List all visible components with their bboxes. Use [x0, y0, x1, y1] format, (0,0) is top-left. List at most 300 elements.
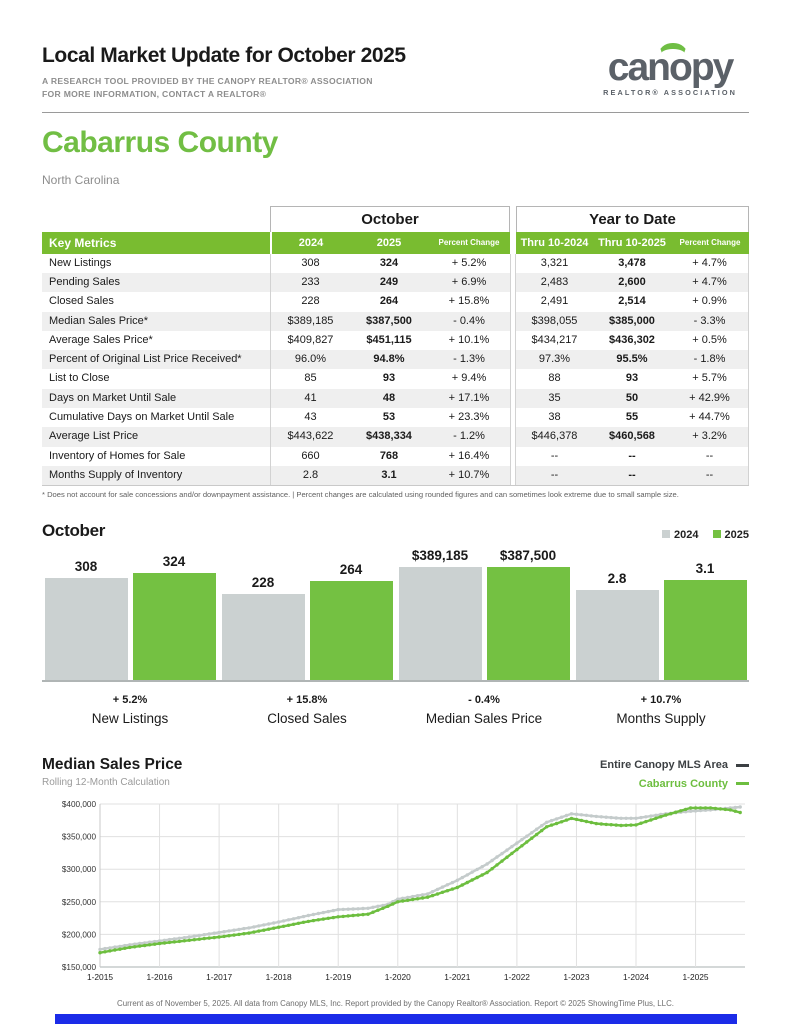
mls-area-line-marker [535, 828, 538, 831]
cabarrus-line-marker [247, 932, 250, 935]
mls-area-line-marker [490, 859, 493, 862]
mls-area-line-marker [515, 842, 518, 845]
oct-2024-cell: 308 [270, 254, 350, 273]
oct-2024-cell: 660 [270, 447, 350, 466]
bar-value-label: 2.8 [607, 571, 627, 587]
mls-area-line-marker [208, 932, 211, 935]
cabarrus-line-marker [267, 928, 270, 931]
bar-pct-change: - 0.4% [468, 694, 500, 707]
cabarrus-line-marker [163, 941, 166, 944]
cabarrus-line-marker [451, 888, 454, 891]
x-tick-label: 1-2022 [503, 972, 530, 983]
cabarrus-line-marker [500, 860, 503, 863]
cabarrus-line-marker [615, 824, 618, 827]
cabarrus-line-marker [530, 837, 533, 840]
x-tick-label: 1-2023 [563, 972, 590, 983]
mls-area-line-marker [426, 892, 429, 895]
cabarrus-line-marker [659, 815, 662, 818]
mls-area-line-marker [476, 868, 479, 871]
bar-pct-change: + 5.2% [112, 694, 148, 707]
cabarrus-line-marker [634, 823, 637, 826]
mls-area-line-marker [327, 910, 330, 913]
oct-2024-cell: 85 [270, 369, 350, 388]
cabarrus-line-marker [203, 937, 206, 940]
mls-area-line-marker [262, 923, 265, 926]
mls-area-line-marker [113, 946, 116, 949]
ytd-2025-cell: 55 [625, 411, 639, 423]
mls-area-line-marker [183, 936, 186, 939]
bar-2025 [310, 581, 393, 680]
cabarrus-line-marker [143, 944, 146, 947]
cabarrus-line-marker [674, 811, 677, 814]
header-divider [42, 112, 749, 113]
oct-2025-cell: $438,334 [350, 427, 428, 446]
oct-2025-cell: 324 [379, 256, 399, 269]
oct-2024-cell: $409,827 [270, 331, 350, 350]
mls-area-line-marker [213, 932, 216, 935]
metric-name-cell: Inventory of Homes for Sale [49, 449, 186, 462]
bottom-blue-bar [55, 1014, 737, 1024]
mls-area-line-marker [178, 937, 181, 940]
median-price-line-section [42, 756, 749, 995]
mls-area-line-marker [247, 926, 250, 929]
cabarrus-line-marker [272, 927, 275, 930]
mls-area-line-marker [173, 937, 176, 940]
mls-area-line-marker [619, 817, 622, 820]
header-text-block [42, 44, 406, 102]
mls-area-line-marker [525, 835, 528, 838]
cabarrus-line-marker [337, 915, 340, 918]
cabarrus-line-marker [550, 824, 553, 827]
mls-area-line-marker [411, 895, 414, 898]
y-tick-label: $250,000 [61, 897, 96, 907]
mls-area-line-marker [237, 928, 240, 931]
bar-pct-change: + 10.7% [640, 694, 682, 707]
table-row [42, 273, 749, 292]
cabarrus-line-marker [133, 945, 136, 948]
ytd-pct-change-cell: + 4.7% [671, 254, 749, 273]
bar-chart-labels [42, 682, 749, 726]
ytd-2025-cell: 95.5% [593, 350, 671, 369]
bar-group-median-sales-price [398, 547, 570, 680]
header-subtitle-line2: FOR MORE INFORMATION, CONTACT A REALTOR® [42, 89, 267, 100]
cabarrus-line-marker [113, 948, 116, 951]
ytd-pct-change-cell: + 5.7% [671, 369, 749, 388]
col-header-2025: 2025 [350, 232, 428, 254]
mls-area-line-marker [307, 914, 310, 917]
cabarrus-line-marker [560, 820, 563, 823]
cabarrus-line-marker [684, 808, 687, 811]
cabarrus-line-marker [252, 931, 255, 934]
canopy-logo-word: canopy [607, 46, 733, 89]
cabarrus-line-marker [461, 883, 464, 886]
cabarrus-line-marker [376, 909, 379, 912]
table-group-header-row [42, 206, 749, 232]
cabarrus-line-marker [193, 938, 196, 941]
cabarrus-line-marker [466, 881, 469, 884]
cabarrus-line-marker [257, 930, 260, 933]
oct-2025-cell: 249 [350, 273, 428, 292]
cabarrus-line-marker [232, 934, 235, 937]
cabarrus-line-marker [639, 822, 642, 825]
table-row [42, 254, 749, 273]
line-legend-item: Entire Canopy MLS Area [600, 756, 749, 775]
oct-2025-cell: 3.1 [350, 466, 428, 485]
x-tick-label: 1-2020 [384, 972, 411, 983]
cabarrus-line-marker [729, 808, 732, 811]
cabarrus-line-marker [476, 876, 479, 879]
metric-name-cell: Days on Market Until Sale [42, 389, 270, 408]
mls-area-line-marker [376, 905, 379, 908]
mls-area-line-marker [371, 906, 374, 909]
cabarrus-line-marker [441, 891, 444, 894]
report-header [0, 0, 791, 102]
oct-2025-cell: 93 [382, 372, 396, 385]
mls-area-line-marker [639, 816, 642, 819]
mls-area-line-marker [337, 908, 340, 911]
bar-category-label: Median Sales Price [425, 711, 543, 727]
mls-area-line-marker [108, 946, 111, 949]
ytd-2024-cell: 35 [516, 389, 593, 408]
mls-area-line-marker [342, 908, 345, 911]
cabarrus-line-marker [208, 937, 211, 940]
mls-area-line-marker [347, 908, 350, 911]
cabarrus-line-marker [227, 934, 230, 937]
cabarrus-line-marker [213, 936, 216, 939]
mls-area-line-marker [694, 809, 697, 812]
cabarrus-line-marker [168, 941, 171, 944]
cabarrus-line-marker [605, 823, 608, 826]
oct-pct-change-cell: - 0.4% [428, 312, 510, 331]
cabarrus-line-marker [128, 946, 131, 949]
cabarrus-line-marker [664, 814, 667, 817]
oct-pct-change-cell: + 10.1% [448, 333, 490, 346]
mls-area-line-marker [689, 810, 692, 813]
bar-category-label: New Listings [91, 711, 169, 727]
ytd-pct-change-cell: -- [671, 447, 749, 466]
x-tick-label: 1-2018 [265, 972, 292, 983]
mls-area-line [100, 807, 740, 949]
x-tick-label: 1-2017 [206, 972, 233, 983]
ytd-pct-change-cell: + 42.9% [671, 389, 749, 408]
cabarrus-line-marker [356, 914, 359, 917]
mls-area-line-marker [421, 893, 424, 896]
cabarrus-line-marker [297, 922, 300, 925]
bar-group-new-listings [44, 547, 216, 680]
mls-area-line-marker [590, 814, 593, 817]
cabarrus-line-marker [416, 897, 419, 900]
cabarrus-line-marker [317, 918, 320, 921]
cabarrus-line-marker [351, 914, 354, 917]
mls-area-line-marker [292, 917, 295, 920]
mls-area-line-marker [580, 813, 583, 816]
cabarrus-line-marker [535, 833, 538, 836]
mls-area-line-marker [520, 838, 523, 841]
cabarrus-line-marker [525, 840, 528, 843]
cabarrus-line-marker [709, 806, 712, 809]
ytd-2024-cell: 2,491 [540, 295, 569, 308]
cabarrus-line-marker [734, 810, 737, 813]
table-column-header-row [42, 232, 749, 254]
ytd-2025-cell: 93 [625, 372, 639, 385]
bar-value-label: 308 [74, 559, 98, 575]
oct-2024-cell: 96.0% [270, 350, 350, 369]
mls-area-line-marker [624, 817, 627, 820]
oct-pct-change-cell: + 17.1% [428, 389, 510, 408]
mls-area-line-marker [560, 816, 563, 819]
ytd-2024-cell: -- [516, 466, 593, 485]
mls-area-line-marker [510, 845, 513, 848]
table-footnote: * Does not account for sale concessions and/or downpayment assistance. | Percent changes are calculated using rounded figures and can sometimes look extreme due to small sample size. [42, 490, 679, 500]
cabarrus-line-marker [495, 863, 498, 866]
mls-area-line-marker [297, 916, 300, 919]
cabarrus-line-marker [148, 943, 151, 946]
bar-chart [42, 547, 749, 682]
oct-pct-change-cell: + 5.2% [451, 256, 487, 269]
cabarrus-line-marker [158, 942, 161, 945]
oct-pct-change-cell: + 10.7% [428, 466, 510, 485]
cabarrus-line-marker [629, 824, 632, 827]
cabarrus-line-marker [436, 892, 439, 895]
oct-2025-cell: $451,115 [366, 333, 412, 346]
oct-2025-cell: $387,500 [350, 312, 428, 331]
cabarrus-line-marker [739, 811, 742, 814]
bar-2025 [664, 580, 747, 680]
col-header-2024: 2024 [270, 232, 350, 254]
y-tick-label: $200,000 [61, 930, 96, 940]
mls-area-line-marker [634, 817, 637, 820]
bar-value-label: 3.1 [695, 561, 715, 577]
mls-area-line-marker [222, 930, 225, 933]
mls-area-line-marker [629, 817, 632, 820]
table-row [42, 331, 749, 350]
mls-area-line-marker [98, 948, 101, 951]
mls-area-line-marker [505, 849, 508, 852]
mls-area-line-marker [654, 814, 657, 817]
mls-area-line-marker [456, 879, 459, 882]
cabarrus-line-marker [510, 852, 513, 855]
bar-2025 [487, 567, 570, 680]
mls-area-line-marker [267, 922, 270, 925]
line-chart-legend [600, 756, 749, 793]
cabarrus-line-marker [118, 948, 121, 951]
table-row [42, 427, 749, 446]
cabarrus-line-marker [178, 940, 181, 943]
mls-area-line-marker [649, 815, 652, 818]
cabarrus-line-marker [401, 899, 404, 902]
table-row [42, 408, 749, 427]
cabarrus-line-marker [485, 871, 488, 874]
oct-2024-cell: 233 [270, 273, 350, 292]
cabarrus-line-marker [610, 823, 613, 826]
bar-2024 [45, 578, 128, 680]
x-tick-label: 1-2015 [86, 972, 114, 983]
legend-item-2024: 2024 [662, 529, 698, 541]
y-tick-label: $400,000 [61, 800, 96, 810]
cabarrus-line-marker [327, 917, 330, 920]
oct-2024-cell: 228 [270, 292, 350, 311]
mls-area-line-marker [734, 806, 737, 809]
bar-group-closed-sales [221, 547, 393, 680]
oct-2024-cell: 43 [270, 408, 350, 427]
ytd-2024-cell: -- [550, 449, 559, 462]
ytd-pct-change-cell: - 1.8% [671, 350, 749, 369]
mls-area-line-marker [495, 855, 498, 858]
ytd-pct-change-cell: + 44.7% [671, 408, 749, 427]
oct-pct-change-cell: + 6.9% [428, 273, 510, 292]
key-metrics-label: Key Metrics [42, 232, 270, 254]
cabarrus-line-marker [580, 819, 583, 822]
cabarrus-line-marker [694, 806, 697, 809]
cabarrus-line-marker [361, 913, 364, 916]
cabarrus-line-marker [103, 950, 106, 953]
bar-value-label: 264 [339, 562, 363, 578]
metric-name-cell: Pending Sales [42, 273, 270, 292]
mls-area-line-marker [416, 894, 419, 897]
ytd-pct-change-cell: + 0.5% [671, 331, 749, 350]
table-body [42, 254, 749, 486]
october-bar-chart-section [42, 521, 749, 726]
cabarrus-line-marker [396, 900, 399, 903]
cabarrus-line-marker [386, 905, 389, 908]
col-header-oct-pct: Percent Change [428, 232, 510, 254]
header-subtitle-line1: A RESEARCH TOOL PROVIDED BY THE CANOPY REALTOR® ASSOCIATION [42, 76, 373, 86]
bar-group-months-supply [575, 547, 747, 680]
mls-area-line-marker [287, 918, 290, 921]
oct-2025-cell: 94.8% [350, 350, 428, 369]
cabarrus-line-marker [719, 807, 722, 810]
cabarrus-line-marker [98, 951, 101, 954]
line-chart-title: Median Sales Price [42, 756, 183, 774]
ytd-2024-cell: 88 [548, 372, 561, 385]
mls-area-line-marker [461, 876, 464, 879]
cabarrus-line-marker [173, 940, 176, 943]
ytd-pct-change-cell: + 4.7% [671, 273, 749, 292]
x-tick-label: 1-2025 [682, 972, 709, 983]
mls-area-line-marker [565, 814, 568, 817]
mls-area-line-marker [466, 873, 469, 876]
metric-name-cell: Average Sales Price* [49, 333, 153, 346]
canopy-arc-icon [658, 43, 687, 61]
cabarrus-line-marker [153, 943, 156, 946]
cabarrus-line-marker [292, 923, 295, 926]
cabarrus-line-marker [282, 925, 285, 928]
bar-value-label: $389,185 [411, 548, 469, 564]
ytd-pct-change-cell: + 0.9% [671, 292, 749, 311]
report-footer: Current as of November 5, 2025. All data from Canopy MLS, Inc. Report provided by the Canopy Realtor® Association. Report © 2025 ShowingTime Plus, LLC. [117, 999, 674, 1009]
oct-2025-cell: 264 [379, 295, 399, 308]
col-header-thru-2024: Thru 10-2024 [516, 232, 593, 254]
mls-area-line-marker [242, 927, 245, 930]
x-tick-label: 1-2024 [622, 972, 650, 983]
ytd-2024-cell: $398,055 [516, 312, 593, 331]
cabarrus-line-marker [540, 829, 543, 832]
cabarrus-line-marker [198, 938, 201, 941]
table-row [42, 350, 749, 369]
mls-area-line-marker [485, 862, 488, 865]
mls-area-line-marker [451, 881, 454, 884]
oct-2025-cell: 768 [379, 449, 399, 462]
table-row [42, 369, 749, 388]
legend-item-2025: 2025 [713, 529, 749, 541]
ytd-group-header: Year to Date [516, 206, 749, 233]
mls-area-line-marker [540, 824, 543, 827]
mls-area-line-marker [600, 815, 603, 818]
cabarrus-line-marker [312, 919, 315, 922]
cabarrus-line-marker [724, 808, 727, 811]
mls-area-line-marker [436, 888, 439, 891]
cabarrus-line-marker [277, 926, 280, 929]
mls-area-line-marker [203, 933, 206, 936]
x-tick-label: 1-2021 [444, 972, 471, 983]
mls-area-line-marker [575, 813, 578, 816]
oct-pct-change-cell: + 9.4% [451, 372, 487, 385]
mls-area-line-marker [312, 913, 315, 916]
mls-area-line-marker [530, 831, 533, 834]
mls-area-line-marker [193, 935, 196, 938]
table-bottom-border [42, 485, 749, 486]
ytd-2025-cell: -- [593, 466, 671, 485]
bar-category-label: Months Supply [616, 711, 706, 727]
cabarrus-line-marker [446, 889, 449, 892]
mls-area-line-marker [198, 934, 201, 937]
state-label: North Carolina [42, 172, 120, 187]
cabarrus-line-marker [431, 894, 434, 897]
mls-area-line-marker [441, 886, 444, 889]
cabarrus-line-marker [520, 844, 523, 847]
cabarrus-line-marker [237, 933, 240, 936]
mls-area-line-marker [351, 907, 354, 910]
page-title: Local Market Update for October 2025 [42, 44, 406, 67]
cabarrus-line-marker [426, 896, 429, 899]
october-group-header: October [270, 206, 510, 233]
cabarrus-line-marker [600, 822, 603, 825]
metric-name-cell: Months Supply of Inventory [42, 466, 270, 485]
cabarrus-line-marker [287, 924, 290, 927]
line-chart-subtitle: Rolling 12-Month Calculation [42, 777, 170, 789]
bar-chart-title: October [42, 521, 106, 541]
mls-area-line-marker [227, 929, 230, 932]
cabarrus-line-marker [262, 929, 265, 932]
metric-name-cell: Percent of Original List Price Received* [42, 350, 270, 369]
cabarrus-line-marker [585, 820, 588, 823]
cabarrus-line-marker [590, 821, 593, 824]
oct-pct-change-cell: - 1.3% [428, 350, 510, 369]
mls-area-line-marker [317, 912, 320, 915]
bar-value-label: $387,500 [499, 548, 557, 564]
oct-2025-cell: 48 [350, 389, 428, 408]
cabarrus-line-marker [302, 921, 305, 924]
mls-area-line-marker [471, 871, 474, 874]
cabarrus-line-marker [242, 932, 245, 935]
line-legend-item: Cabarrus County [600, 775, 749, 794]
mls-area-line-marker [361, 907, 364, 910]
x-tick-label: 1-2019 [325, 972, 352, 983]
col-header-ytd-pct: Percent Change [671, 232, 749, 254]
metric-name-cell: Median Sales Price* [42, 312, 270, 331]
cabarrus-line-marker [322, 918, 325, 921]
bar-pct-change: + 15.8% [286, 694, 328, 707]
region-title: Cabarrus County [42, 125, 278, 159]
ytd-2024-cell: 38 [548, 411, 561, 423]
cabarrus-line-marker [555, 822, 558, 825]
x-tick-label: 1-2016 [146, 972, 173, 983]
mls-area-line-marker [585, 814, 588, 817]
cabarrus-line-marker [471, 878, 474, 881]
cabarrus-line-marker [188, 939, 191, 942]
oct-pct-change-cell: - 1.2% [428, 427, 510, 446]
ytd-2024-cell: $446,378 [516, 427, 593, 446]
